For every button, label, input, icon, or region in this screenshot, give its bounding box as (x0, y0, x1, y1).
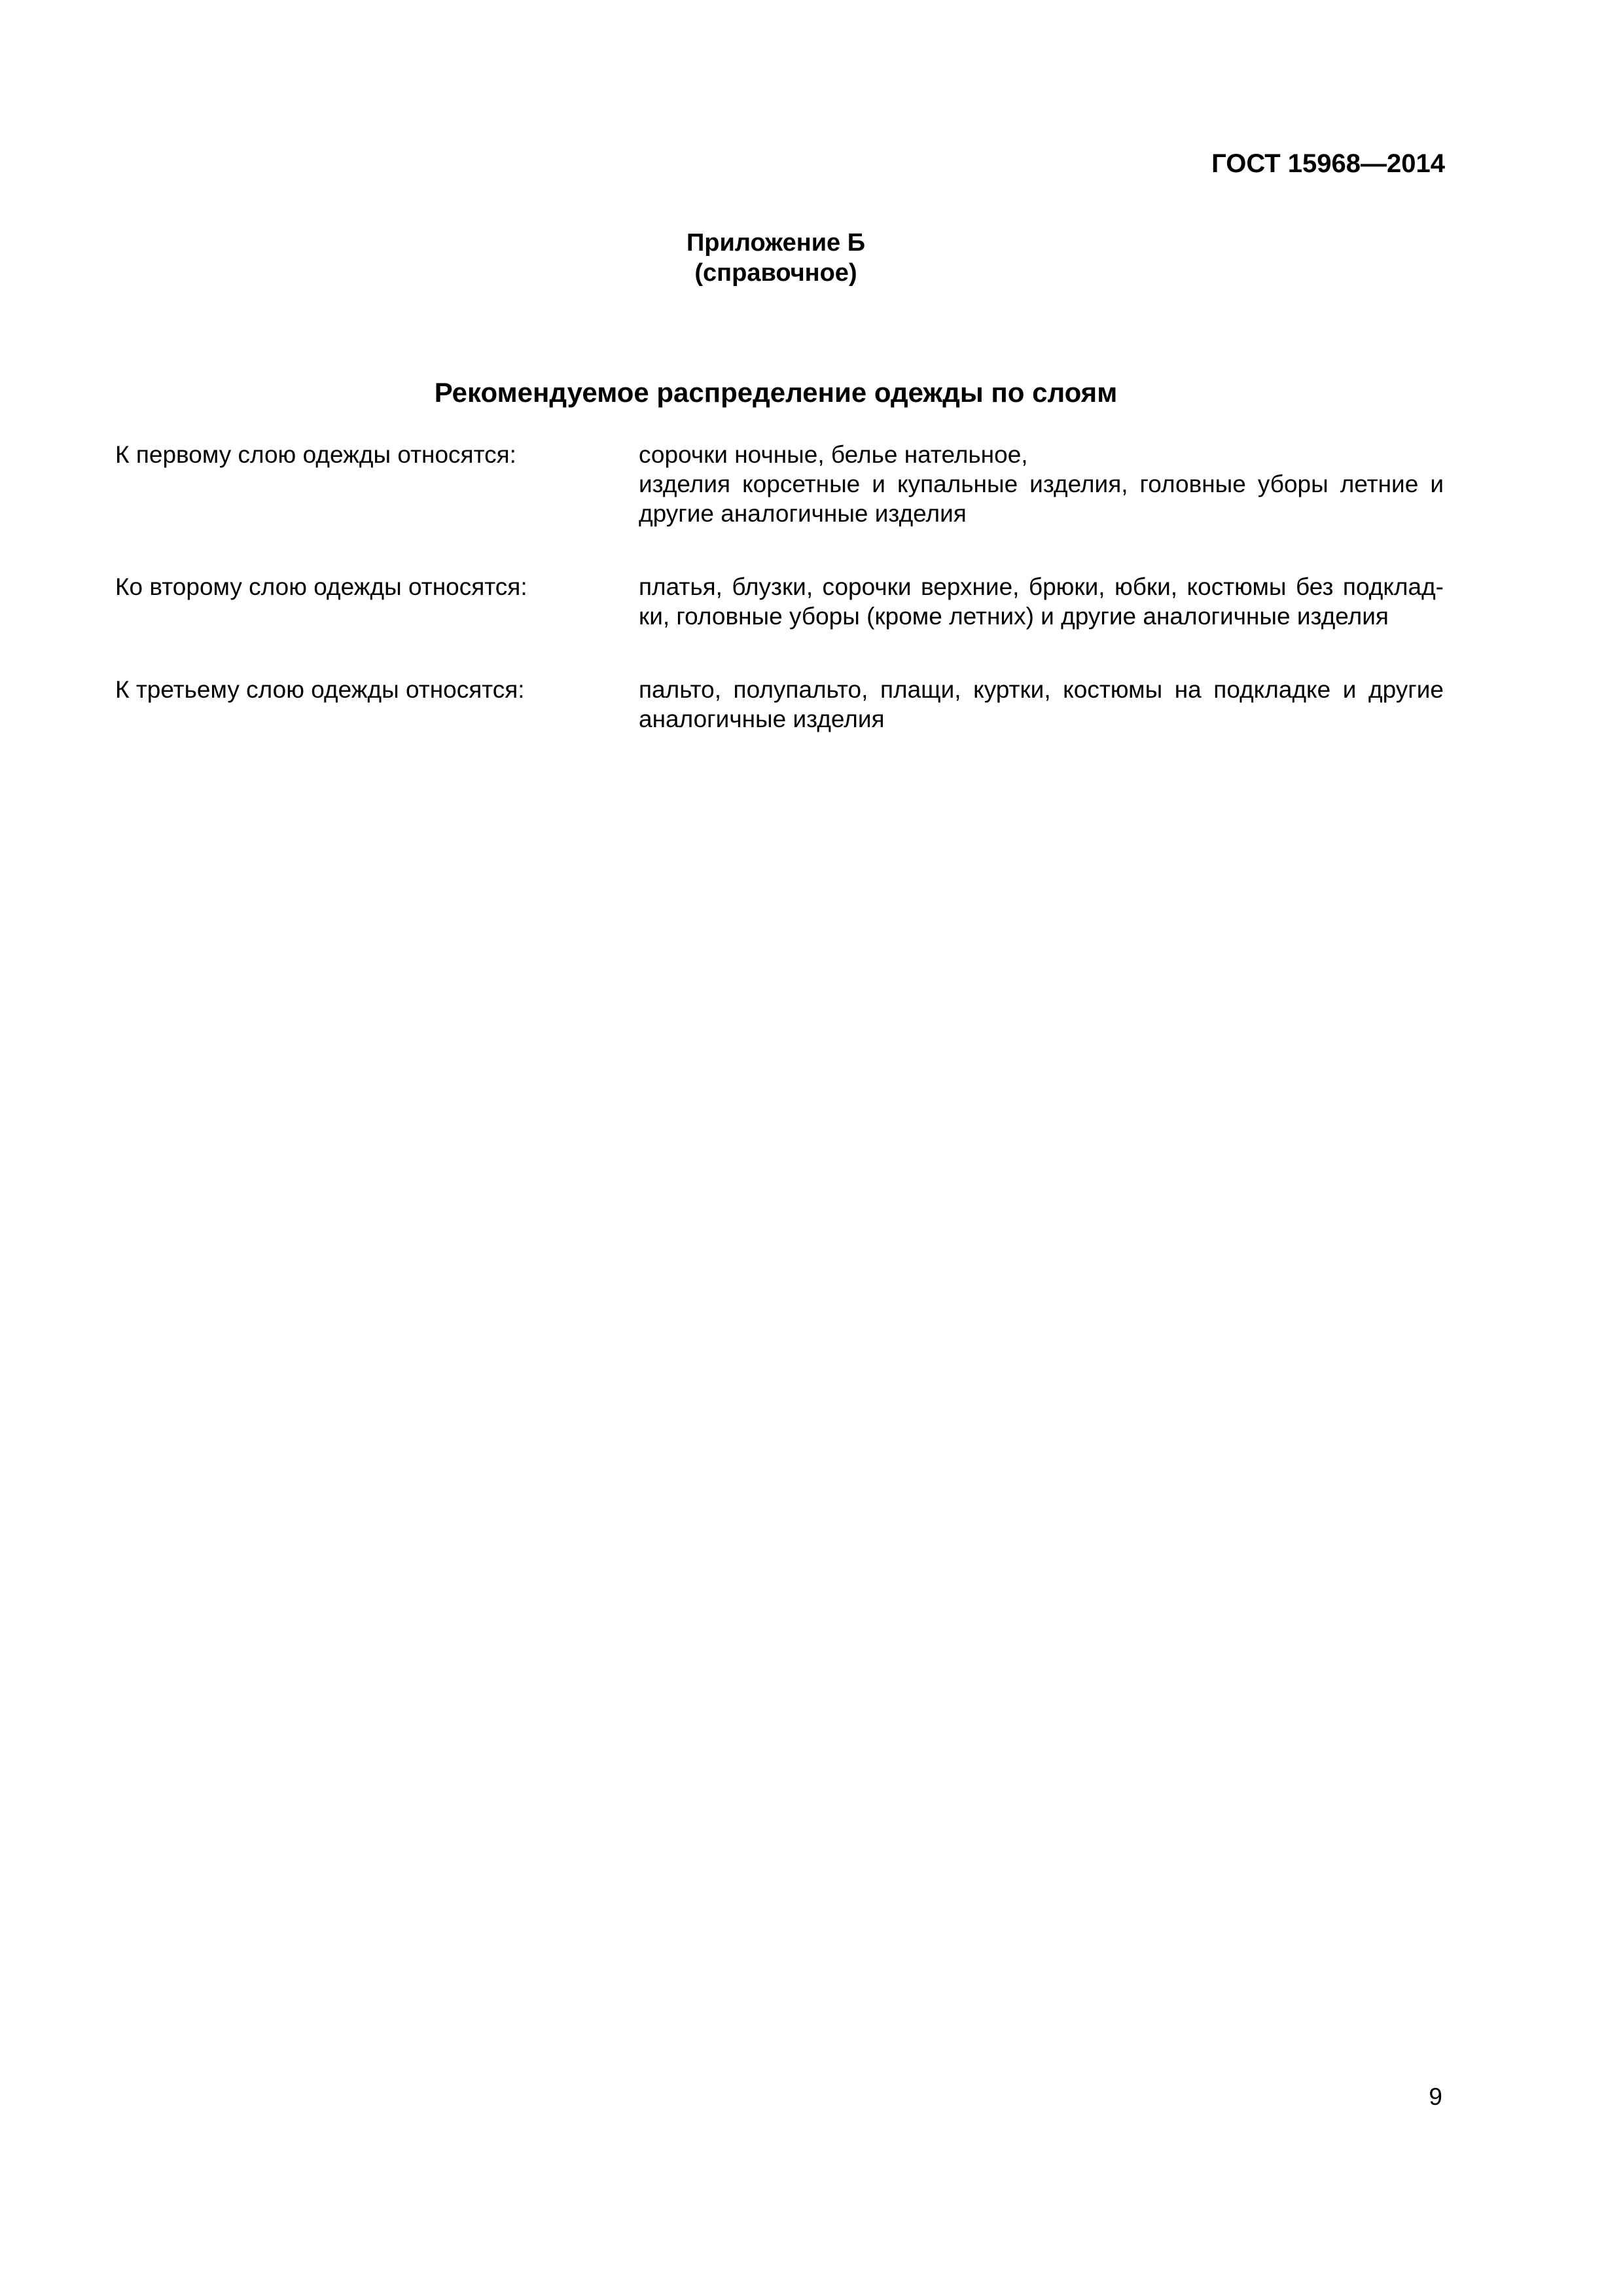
layer-item-line: платья, блузки, сорочки верхние, брюки, юбки, костюмы без подклад- (639, 573, 1444, 600)
layer-items (639, 440, 1444, 528)
appendix-title: Приложение Б (686, 229, 866, 257)
layer-item-line: пальто, полупальто, плащи, куртки, костюмы на подкладке и другие (639, 676, 1444, 703)
layer-row-first (115, 440, 1444, 528)
layer-label: К третьему слою одежды относятся: (115, 676, 525, 703)
section-title: Рекомендуемое распределение одежды по слоям (434, 377, 1118, 408)
document-code: ГОСТ 15968—2014 (1211, 149, 1445, 178)
layer-row-second (115, 572, 1444, 631)
page-number: 9 (1429, 2083, 1442, 2110)
appendix-heading (0, 228, 1552, 288)
layer-items (639, 572, 1444, 631)
layer-items (639, 675, 1444, 734)
layer-item-line: ки, головные уборы (кроме летних) и другие аналогичные изделия (639, 603, 1389, 630)
layer-label: Ко второму слою одежды относятся: (115, 573, 527, 600)
layer-item-line: другие аналогичные изделия (639, 500, 967, 527)
layer-item-line: изделия корсетные и купальные изделия, головные уборы летние и (639, 471, 1444, 497)
layer-row-third (115, 675, 1444, 734)
layer-item-line: аналогичные изделия (639, 706, 885, 732)
layer-item-line: сорочки ночные, белье нательное, (639, 441, 1028, 468)
appendix-subtitle: (справочное) (694, 259, 857, 287)
layer-list (115, 440, 1444, 778)
layer-label: К первому слою одежды относятся: (115, 441, 516, 468)
